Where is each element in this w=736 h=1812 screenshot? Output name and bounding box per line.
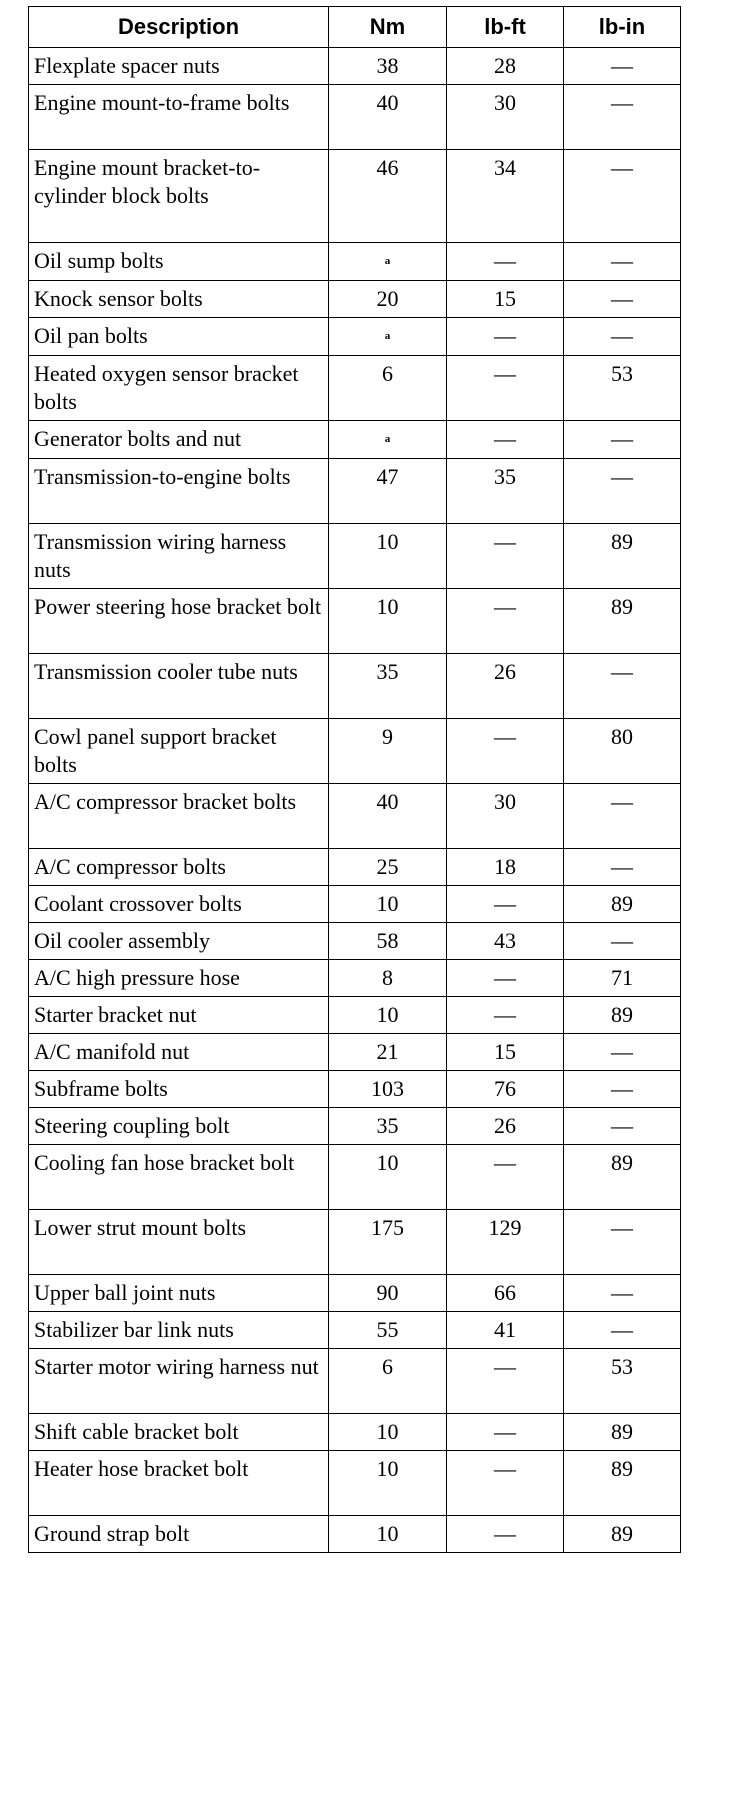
cell-nm-text: 6 xyxy=(382,361,393,386)
table-row xyxy=(29,1210,681,1275)
table-row xyxy=(29,48,681,85)
cell-lb-in xyxy=(564,1108,681,1145)
cell-lb-ft-text: — xyxy=(494,891,516,916)
cell-lb-ft xyxy=(447,524,564,589)
table-body xyxy=(29,48,681,1553)
cell-lb-in xyxy=(564,923,681,960)
cell-nm-text: 175 xyxy=(371,1215,404,1240)
cell-lb-in xyxy=(564,459,681,524)
cell-nm xyxy=(329,960,447,997)
cell-lb-in xyxy=(564,356,681,421)
cell-lb-in xyxy=(564,1210,681,1275)
cell-lb-ft xyxy=(447,960,564,997)
cell-lb-in-text: 89 xyxy=(611,1456,633,1481)
cell-nm xyxy=(329,1034,447,1071)
cell-lb-ft-text: — xyxy=(494,965,516,990)
cell-nm xyxy=(329,1108,447,1145)
cell-nm xyxy=(329,1210,447,1275)
table-row xyxy=(29,886,681,923)
cell-nm-text: 47 xyxy=(376,464,399,489)
cell-description-text: Transmission wiring harness nuts xyxy=(34,529,287,582)
cell-lb-in-text: — xyxy=(611,53,633,78)
cell-lb-ft xyxy=(447,886,564,923)
cell-description-text: Subframe bolts xyxy=(34,1076,168,1101)
cell-nm-text: 55 xyxy=(376,1317,399,1342)
cell-lb-in-text: 53 xyxy=(611,1354,633,1379)
cell-lb-ft-text: 129 xyxy=(488,1215,522,1240)
cell-lb-ft-text: — xyxy=(494,1354,516,1379)
header-nm: Nm xyxy=(329,7,447,48)
cell-lb-ft-text: 41 xyxy=(494,1317,516,1342)
cell-lb-in-text: — xyxy=(611,90,633,115)
cell-lb-ft xyxy=(447,719,564,784)
cell-nm xyxy=(329,784,447,849)
cell-nm-text: 9 xyxy=(382,724,393,749)
cell-description-text: Engine mount-to-frame bolts xyxy=(34,90,290,115)
cell-lb-ft-text: — xyxy=(494,1150,516,1175)
cell-nm-text: 103 xyxy=(371,1076,404,1101)
cell-description-text: Oil sump bolts xyxy=(34,248,164,273)
cell-description xyxy=(29,1451,329,1516)
cell-lb-in-text: 89 xyxy=(611,1002,633,1027)
cell-lb-ft-text: 35 xyxy=(494,464,516,489)
cell-lb-ft xyxy=(447,1414,564,1451)
cell-lb-ft-text: 43 xyxy=(494,928,516,953)
cell-description xyxy=(29,589,329,654)
cell-lb-in-text: — xyxy=(611,286,633,311)
cell-description-text: Steering coupling bolt xyxy=(34,1113,230,1138)
cell-lb-in xyxy=(564,960,681,997)
cell-lb-in-text: 89 xyxy=(611,1419,633,1444)
cell-nm-text: 40 xyxy=(376,90,399,115)
cell-description xyxy=(29,459,329,524)
cell-nm xyxy=(329,1414,447,1451)
cell-description xyxy=(29,923,329,960)
cell-lb-in xyxy=(564,1071,681,1108)
cell-description-text: A/C manifold nut xyxy=(34,1039,190,1064)
cell-nm xyxy=(329,1451,447,1516)
cell-lb-in-text: — xyxy=(611,1215,633,1240)
cell-nm-text: 58 xyxy=(376,928,399,953)
cell-nm xyxy=(329,719,447,784)
cell-description xyxy=(29,1349,329,1414)
cell-nm-text: 10 xyxy=(376,1002,399,1027)
cell-nm-text: 10 xyxy=(376,1521,399,1546)
table-row xyxy=(29,589,681,654)
cell-lb-ft xyxy=(447,318,564,356)
cell-nm-text: 10 xyxy=(376,891,399,916)
cell-lb-ft-text: — xyxy=(494,1456,516,1481)
cell-description xyxy=(29,318,329,356)
cell-description xyxy=(29,886,329,923)
cell-lb-ft xyxy=(447,1516,564,1553)
cell-lb-in-text: 89 xyxy=(611,1150,633,1175)
cell-nm-text: 10 xyxy=(376,594,399,619)
cell-lb-in xyxy=(564,1349,681,1414)
table-header xyxy=(29,7,681,48)
cell-lb-ft-text: 26 xyxy=(494,659,516,684)
cell-nm-text: 35 xyxy=(376,659,399,684)
cell-lb-in xyxy=(564,1275,681,1312)
cell-description xyxy=(29,1516,329,1553)
header-description: Description xyxy=(29,7,329,48)
cell-nm xyxy=(329,923,447,960)
cell-nm-text: 25 xyxy=(376,854,399,879)
table-row xyxy=(29,997,681,1034)
cell-lb-in xyxy=(564,85,681,150)
table-row xyxy=(29,1145,681,1210)
cell-lb-in-text: — xyxy=(611,659,633,684)
cell-lb-ft xyxy=(447,589,564,654)
cell-nm xyxy=(329,243,447,281)
cell-description-text: Oil cooler assembly xyxy=(34,928,210,953)
cell-lb-in xyxy=(564,1414,681,1451)
cell-lb-ft xyxy=(447,923,564,960)
cell-lb-in xyxy=(564,654,681,719)
table-row xyxy=(29,459,681,524)
header-lb-ft: lb-ft xyxy=(447,7,564,48)
cell-lb-ft xyxy=(447,48,564,85)
cell-lb-ft-text: 18 xyxy=(494,854,516,879)
table-row xyxy=(29,421,681,459)
cell-lb-in-text: 89 xyxy=(611,1521,633,1546)
cell-lb-in xyxy=(564,1145,681,1210)
cell-lb-in-text: 89 xyxy=(611,594,633,619)
cell-lb-in-text: — xyxy=(611,464,633,489)
cell-lb-ft-text: — xyxy=(494,361,516,386)
table-row xyxy=(29,1414,681,1451)
cell-lb-in xyxy=(564,48,681,85)
cell-description xyxy=(29,1275,329,1312)
cell-description-text: Shift cable bracket bolt xyxy=(34,1419,239,1444)
cell-lb-in-text: — xyxy=(611,248,633,273)
cell-lb-in xyxy=(564,886,681,923)
cell-lb-ft-text: — xyxy=(494,529,516,554)
cell-lb-ft xyxy=(447,1275,564,1312)
cell-nm-text: 21 xyxy=(376,1039,399,1064)
cell-lb-in-text: 89 xyxy=(611,529,633,554)
cell-lb-in-text: — xyxy=(611,426,633,451)
table-row xyxy=(29,1108,681,1145)
cell-nm xyxy=(329,524,447,589)
cell-nm xyxy=(329,281,447,318)
cell-description-text: Cowl panel support bracket bolts xyxy=(34,724,277,777)
cell-lb-ft xyxy=(447,85,564,150)
table-row xyxy=(29,1034,681,1071)
cell-lb-ft xyxy=(447,997,564,1034)
cell-lb-ft xyxy=(447,1145,564,1210)
cell-description xyxy=(29,1210,329,1275)
cell-lb-ft-text: 30 xyxy=(494,90,516,115)
cell-lb-ft-text: — xyxy=(494,1419,516,1444)
cell-description xyxy=(29,1034,329,1071)
cell-description xyxy=(29,48,329,85)
cell-nm xyxy=(329,356,447,421)
cell-lb-ft xyxy=(447,281,564,318)
cell-description xyxy=(29,1414,329,1451)
cell-description-text: Coolant crossover bolts xyxy=(34,891,242,916)
cell-nm xyxy=(329,849,447,886)
footnote-marker: a xyxy=(384,433,391,445)
cell-lb-ft xyxy=(447,654,564,719)
cell-lb-in-text: 89 xyxy=(611,891,633,916)
table-row xyxy=(29,356,681,421)
torque-spec-table xyxy=(28,6,681,1553)
table-row xyxy=(29,85,681,150)
cell-nm-text: 46 xyxy=(376,155,399,180)
cell-description-text: Power steering hose bracket bolt xyxy=(34,594,322,619)
cell-description-text: Engine mount bracket-to-cylinder block bolts xyxy=(34,155,261,208)
table-row xyxy=(29,1516,681,1553)
cell-lb-in-text: — xyxy=(611,928,633,953)
cell-description-text: Generator bolts and nut xyxy=(34,426,242,451)
cell-lb-in xyxy=(564,421,681,459)
cell-lb-ft xyxy=(447,1034,564,1071)
cell-lb-in-text: 80 xyxy=(611,724,633,749)
cell-lb-in xyxy=(564,784,681,849)
cell-description xyxy=(29,849,329,886)
table-row xyxy=(29,1275,681,1312)
cell-nm xyxy=(329,318,447,356)
footnote-marker: a xyxy=(384,330,391,342)
cell-description-text: A/C high pressure hose xyxy=(34,965,240,990)
cell-description xyxy=(29,281,329,318)
table-row xyxy=(29,923,681,960)
cell-lb-ft xyxy=(447,1312,564,1349)
cell-lb-ft-text: 66 xyxy=(494,1280,516,1305)
cell-description xyxy=(29,356,329,421)
footnote-marker: a xyxy=(384,255,391,267)
cell-description xyxy=(29,421,329,459)
cell-lb-ft xyxy=(447,421,564,459)
cell-description-text: Upper ball joint nuts xyxy=(34,1280,216,1305)
cell-lb-in xyxy=(564,1451,681,1516)
cell-nm xyxy=(329,654,447,719)
torque-spec-page xyxy=(28,6,680,1553)
cell-nm xyxy=(329,886,447,923)
cell-lb-ft xyxy=(447,849,564,886)
cell-lb-in-text: — xyxy=(611,323,633,348)
table-row xyxy=(29,784,681,849)
cell-lb-in-text: — xyxy=(611,789,633,814)
cell-lb-ft-text: — xyxy=(494,323,516,348)
table-row xyxy=(29,719,681,784)
cell-lb-in xyxy=(564,997,681,1034)
cell-description-text: A/C compressor bolts xyxy=(34,854,226,879)
cell-nm xyxy=(329,1145,447,1210)
cell-description xyxy=(29,719,329,784)
cell-lb-ft xyxy=(447,150,564,243)
cell-lb-ft-text: 15 xyxy=(494,1039,516,1064)
cell-nm xyxy=(329,85,447,150)
header-row xyxy=(29,7,681,48)
cell-lb-in xyxy=(564,1516,681,1553)
cell-lb-ft-text: — xyxy=(494,1002,516,1027)
cell-lb-in-text: 71 xyxy=(611,965,633,990)
cell-nm-text: 40 xyxy=(376,789,399,814)
table-row xyxy=(29,281,681,318)
cell-description-text: Cooling fan hose bracket bolt xyxy=(34,1150,295,1175)
cell-description xyxy=(29,1145,329,1210)
cell-nm-text: 90 xyxy=(376,1280,399,1305)
cell-nm xyxy=(329,589,447,654)
cell-lb-in xyxy=(564,1034,681,1071)
cell-description xyxy=(29,1108,329,1145)
cell-nm-text: 10 xyxy=(376,529,399,554)
cell-lb-in xyxy=(564,1312,681,1349)
cell-lb-in xyxy=(564,524,681,589)
cell-lb-ft xyxy=(447,1071,564,1108)
cell-nm-text: 10 xyxy=(376,1456,399,1481)
cell-lb-ft-text: 26 xyxy=(494,1113,516,1138)
cell-description xyxy=(29,784,329,849)
cell-description-text: Knock sensor bolts xyxy=(34,286,203,311)
cell-lb-in xyxy=(564,589,681,654)
cell-nm xyxy=(329,150,447,243)
cell-lb-ft xyxy=(447,459,564,524)
cell-nm xyxy=(329,48,447,85)
table-row xyxy=(29,849,681,886)
cell-description-text: Transmission-to-engine bolts xyxy=(34,464,291,489)
cell-nm-text: 35 xyxy=(376,1113,399,1138)
table-row xyxy=(29,1071,681,1108)
cell-description-text: Heated oxygen sensor bracket bolts xyxy=(34,361,299,414)
cell-lb-in xyxy=(564,849,681,886)
cell-lb-in-text: — xyxy=(611,155,633,180)
cell-lb-in xyxy=(564,318,681,356)
cell-description-text: Flexplate spacer nuts xyxy=(34,53,220,78)
cell-lb-in-text: — xyxy=(611,1039,633,1064)
cell-lb-in-text: — xyxy=(611,1113,633,1138)
cell-nm-text: 8 xyxy=(382,965,393,990)
cell-lb-ft-text: — xyxy=(494,248,516,273)
cell-nm-text: 20 xyxy=(376,286,399,311)
table-row xyxy=(29,1349,681,1414)
cell-nm-text: 10 xyxy=(376,1419,399,1444)
cell-description xyxy=(29,85,329,150)
cell-nm xyxy=(329,1349,447,1414)
cell-description xyxy=(29,243,329,281)
cell-lb-in-text: — xyxy=(611,1317,633,1342)
cell-lb-in-text: — xyxy=(611,1280,633,1305)
cell-description-text: Lower strut mount bolts xyxy=(34,1215,247,1240)
cell-description-text: Transmission cooler tube nuts xyxy=(34,659,298,684)
cell-nm-text: 10 xyxy=(376,1150,399,1175)
cell-lb-in xyxy=(564,281,681,318)
cell-nm-text: 6 xyxy=(382,1354,393,1379)
table-row xyxy=(29,960,681,997)
cell-lb-ft xyxy=(447,784,564,849)
cell-lb-ft xyxy=(447,1108,564,1145)
cell-description xyxy=(29,960,329,997)
cell-nm xyxy=(329,1071,447,1108)
table-row xyxy=(29,654,681,719)
cell-lb-ft xyxy=(447,243,564,281)
cell-lb-ft-text: 76 xyxy=(494,1076,516,1101)
header-lb-in: lb-in xyxy=(564,7,681,48)
cell-lb-ft xyxy=(447,356,564,421)
cell-description-text: Heater hose bracket bolt xyxy=(34,1456,249,1481)
cell-description-text: Oil pan bolts xyxy=(34,323,148,348)
cell-description xyxy=(29,524,329,589)
cell-lb-ft-text: — xyxy=(494,724,516,749)
cell-lb-in-text: — xyxy=(611,854,633,879)
table-row xyxy=(29,524,681,589)
cell-description-text: A/C compressor bracket bolts xyxy=(34,789,297,814)
cell-description-text: Ground strap bolt xyxy=(34,1521,190,1546)
cell-lb-ft-text: 28 xyxy=(494,53,516,78)
cell-lb-ft-text: — xyxy=(494,426,516,451)
cell-lb-ft-text: 30 xyxy=(494,789,516,814)
table-row xyxy=(29,150,681,243)
table-row xyxy=(29,318,681,356)
table-row xyxy=(29,243,681,281)
cell-description xyxy=(29,1071,329,1108)
cell-description xyxy=(29,654,329,719)
cell-lb-ft xyxy=(447,1210,564,1275)
cell-nm xyxy=(329,1516,447,1553)
table-row xyxy=(29,1312,681,1349)
cell-nm xyxy=(329,421,447,459)
cell-lb-ft-text: 34 xyxy=(494,155,516,180)
cell-description xyxy=(29,150,329,243)
table-row xyxy=(29,1451,681,1516)
cell-lb-ft-text: — xyxy=(494,1521,516,1546)
cell-lb-in xyxy=(564,243,681,281)
cell-nm xyxy=(329,997,447,1034)
cell-lb-ft xyxy=(447,1451,564,1516)
cell-nm xyxy=(329,1275,447,1312)
cell-description-text: Starter bracket nut xyxy=(34,1002,197,1027)
cell-description xyxy=(29,997,329,1034)
cell-nm xyxy=(329,459,447,524)
cell-description xyxy=(29,1312,329,1349)
cell-lb-ft-text: — xyxy=(494,594,516,619)
cell-lb-ft xyxy=(447,1349,564,1414)
cell-nm-text: 38 xyxy=(376,53,399,78)
cell-lb-in xyxy=(564,150,681,243)
cell-lb-in-text: 53 xyxy=(611,361,633,386)
cell-lb-in xyxy=(564,719,681,784)
cell-nm xyxy=(329,1312,447,1349)
cell-description-text: Stabilizer bar link nuts xyxy=(34,1317,234,1342)
cell-lb-in-text: — xyxy=(611,1076,633,1101)
cell-lb-ft-text: 15 xyxy=(494,286,516,311)
cell-description-text: Starter motor wiring harness nut xyxy=(34,1354,319,1379)
